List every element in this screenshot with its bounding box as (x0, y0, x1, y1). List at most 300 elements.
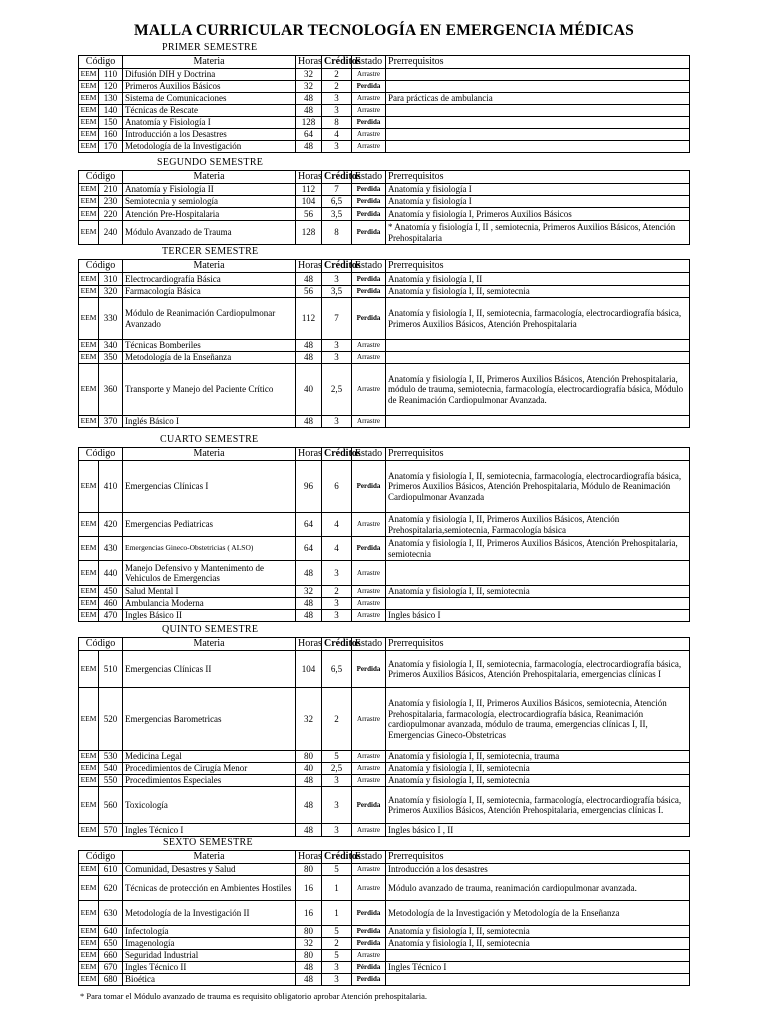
course-code: 550 (99, 775, 123, 787)
course-prefix: EEM (79, 586, 99, 598)
course-status: Arrastre (352, 513, 386, 537)
course-code: 240 (99, 221, 123, 245)
course-name: Farmacología Básica (123, 286, 296, 298)
course-code: 460 (99, 598, 123, 610)
course-credits: 3 (322, 141, 352, 153)
course-status: Arrastre (352, 824, 386, 837)
header-estado: Estado (352, 448, 386, 461)
course-prerequisites: Introducción a los desastres (386, 864, 690, 876)
course-prerequisites (386, 598, 690, 610)
course-code: 610 (99, 864, 123, 876)
course-row (79, 763, 690, 775)
course-credits: 7 (322, 184, 352, 196)
course-credits: 6 (322, 461, 352, 513)
course-prefix: EEM (79, 561, 99, 586)
course-row (79, 196, 690, 208)
semester-title: TERCER SEMESTRE (162, 246, 259, 257)
course-credits: 3 (322, 824, 352, 837)
course-credits: 4 (322, 537, 352, 561)
course-row (79, 69, 690, 81)
course-code: 630 (99, 901, 123, 926)
course-code: 660 (99, 950, 123, 962)
course-prerequisites: Anatomía y fisiología I, II, semiotecnia, farmacología, electrocardiografía básica, Primeros Auxilios Básicos, Atención Prehospitalaria, Módulo de Reanimación Cardiopulmonar Avanzada (386, 461, 690, 513)
course-name: Anatomía y Fisiología II (123, 184, 296, 196)
semester-table (78, 637, 690, 837)
course-hours: 40 (296, 364, 322, 416)
course-status: Perdida (352, 196, 386, 208)
course-credits: 6,5 (322, 196, 352, 208)
header-row (79, 260, 690, 273)
course-prefix: EEM (79, 461, 99, 513)
course-code: 680 (99, 974, 123, 986)
course-name: Procedimientos de Cirugía Menor (123, 763, 296, 775)
course-row (79, 651, 690, 688)
course-credits: 2,5 (322, 364, 352, 416)
course-row (79, 586, 690, 598)
course-prerequisites: Ingles Técnico I (386, 962, 690, 974)
course-credits: 3 (322, 93, 352, 105)
course-hours: 64 (296, 537, 322, 561)
course-prefix: EEM (79, 651, 99, 688)
course-prerequisites (386, 81, 690, 93)
course-credits: 3 (322, 787, 352, 824)
course-credits: 3 (322, 416, 352, 428)
course-credits: 5 (322, 751, 352, 763)
course-code: 340 (99, 340, 123, 352)
course-hours: 80 (296, 864, 322, 876)
course-code: 570 (99, 824, 123, 837)
course-credits: 5 (322, 926, 352, 938)
course-code: 220 (99, 208, 123, 221)
course-prerequisites (386, 69, 690, 81)
course-prerequisites: Anatomía y fisiología I, Primeros Auxilios Básicos (386, 208, 690, 221)
course-name: Técnicas de protección en Ambientes Hostiles (123, 876, 296, 901)
course-code: 670 (99, 962, 123, 974)
course-credits: 3 (322, 273, 352, 286)
course-code: 650 (99, 938, 123, 950)
course-hours: 56 (296, 208, 322, 221)
course-code: 450 (99, 586, 123, 598)
course-credits: 3 (322, 775, 352, 787)
course-prefix: EEM (79, 69, 99, 81)
course-credits: 3 (322, 561, 352, 586)
header-prerrequisitos: Prerrequisitos (386, 171, 690, 184)
course-status: Perdida (352, 651, 386, 688)
course-status: Arrastre (352, 950, 386, 962)
header-row (79, 448, 690, 461)
course-prefix: EEM (79, 221, 99, 245)
course-name: Emergencias Gineco-Obstetricias ( ALSO) (123, 537, 296, 561)
course-prerequisites: Anatomía y fisiología I, II, semiotecnia, farmacología, electrocardiografía básica, Primeros Auxilios Básicos, Atención Prehospitalaria, emergencias clínicas I (386, 651, 690, 688)
semester-table (78, 55, 690, 153)
course-hours: 32 (296, 586, 322, 598)
course-name: Metodología de la Enseñanza (123, 352, 296, 364)
course-code: 620 (99, 876, 123, 901)
header-codigo: Código (79, 638, 123, 651)
course-status: Arrastre (352, 141, 386, 153)
course-prefix: EEM (79, 775, 99, 787)
course-hours: 56 (296, 286, 322, 298)
header-horas: Horas (296, 56, 322, 69)
course-hours: 40 (296, 763, 322, 775)
course-hours: 32 (296, 938, 322, 950)
course-status: Arrastre (352, 561, 386, 586)
course-hours: 96 (296, 461, 322, 513)
course-row (79, 105, 690, 117)
course-code: 470 (99, 610, 123, 622)
course-name: Semiotecnia y semiología (123, 196, 296, 208)
course-code: 520 (99, 688, 123, 751)
course-code: 420 (99, 513, 123, 537)
course-name: Inglés Básico I (123, 416, 296, 428)
header-prerrequisitos: Prerrequisitos (386, 56, 690, 69)
header-materia: Materia (123, 448, 296, 461)
course-hours: 48 (296, 787, 322, 824)
course-hours: 80 (296, 926, 322, 938)
course-prerequisites (386, 117, 690, 129)
course-prerequisites (386, 561, 690, 586)
course-hours: 112 (296, 184, 322, 196)
header-horas: Horas (296, 448, 322, 461)
course-prefix: EEM (79, 598, 99, 610)
course-prerequisites: Anatomía y fisiología I (386, 184, 690, 196)
course-prefix: EEM (79, 105, 99, 117)
course-row (79, 864, 690, 876)
course-prerequisites: Metodología de la Investigación y Metodología de la Enseñanza (386, 901, 690, 926)
course-code: 150 (99, 117, 123, 129)
course-prefix: EEM (79, 901, 99, 926)
course-prefix: EEM (79, 864, 99, 876)
course-hours: 80 (296, 950, 322, 962)
course-prerequisites: Anatomía y fisiología I, II, semiotecnia, farmacología, electrocardiografía básica, Primeros Auxilios Básicos, Atención Prehospitalaria (386, 298, 690, 340)
course-row (79, 962, 690, 974)
course-hours: 64 (296, 129, 322, 141)
course-status: Arrastre (352, 93, 386, 105)
course-prerequisites: Ingles básico I , II (386, 824, 690, 837)
course-credits: 8 (322, 221, 352, 245)
course-prefix: EEM (79, 763, 99, 775)
course-hours: 48 (296, 416, 322, 428)
header-creditos: Créditos (322, 448, 352, 461)
course-prerequisites: Anatomía y fisiología I, II, semiotecnia (386, 763, 690, 775)
course-row (79, 561, 690, 586)
course-code: 110 (99, 69, 123, 81)
course-prerequisites (386, 141, 690, 153)
course-name: Introducción a los Desastres (123, 129, 296, 141)
course-code: 440 (99, 561, 123, 586)
header-materia: Materia (123, 56, 296, 69)
course-row (79, 751, 690, 763)
course-credits: 3 (322, 598, 352, 610)
header-creditos: Créditos (322, 851, 352, 864)
course-code: 210 (99, 184, 123, 196)
course-status: Perdida (352, 298, 386, 340)
course-prefix: EEM (79, 751, 99, 763)
course-status: Arrastre (352, 751, 386, 763)
header-materia: Materia (123, 851, 296, 864)
course-prefix: EEM (79, 537, 99, 561)
course-status: Arrastre (352, 352, 386, 364)
course-prefix: EEM (79, 926, 99, 938)
header-horas: Horas (296, 851, 322, 864)
course-status: Perdida (352, 117, 386, 129)
course-prerequisites: * Anatomía y fisiología I, II , semiotecnia, Primeros Auxilios Básicos, Atención Prehospitalaria (386, 221, 690, 245)
course-name: Salud Mental I (123, 586, 296, 598)
semester-table (78, 447, 690, 622)
header-row (79, 56, 690, 69)
course-prerequisites: Anatomía y fisiología I, II, Primeros Auxilios Básicos, Atención Prehospitalaria, semiotecnia (386, 537, 690, 561)
course-status: Arrastre (352, 340, 386, 352)
course-code: 530 (99, 751, 123, 763)
course-code: 230 (99, 196, 123, 208)
course-status: Arrastre (352, 416, 386, 428)
course-credits: 2 (322, 81, 352, 93)
course-row (79, 221, 690, 245)
course-hours: 64 (296, 513, 322, 537)
course-name: Procedimientos Especiales (123, 775, 296, 787)
course-prefix: EEM (79, 184, 99, 196)
course-status: Perdida (352, 184, 386, 196)
course-status: Perdida (352, 926, 386, 938)
course-prerequisites: Para prácticas de ambulancia (386, 93, 690, 105)
course-prefix: EEM (79, 688, 99, 751)
course-name: Difusión DIH y Doctrina (123, 69, 296, 81)
course-prefix: EEM (79, 117, 99, 129)
course-hours: 104 (296, 196, 322, 208)
course-hours: 48 (296, 610, 322, 622)
course-credits: 6,5 (322, 651, 352, 688)
course-credits: 2 (322, 69, 352, 81)
header-prerrequisitos: Prerrequisitos (386, 638, 690, 651)
course-prerequisites: Anatomía y fisiología I, II, semiotecnia (386, 775, 690, 787)
course-code: 140 (99, 105, 123, 117)
course-name: Manejo Defensivo y Mantenimento de Vehiculos de Emergencias (123, 561, 296, 586)
header-materia: Materia (123, 171, 296, 184)
course-hours: 48 (296, 598, 322, 610)
header-row (79, 171, 690, 184)
course-name: Emergencias Clínicas II (123, 651, 296, 688)
course-name: Primeros Auxilios Básicos (123, 81, 296, 93)
course-code: 510 (99, 651, 123, 688)
course-row (79, 352, 690, 364)
course-status: Arrastre (352, 610, 386, 622)
header-creditos: Créditos (322, 171, 352, 184)
course-row (79, 340, 690, 352)
course-prerequisites: Anatomía y fisiología I, II, semiotecnia (386, 286, 690, 298)
course-row (79, 298, 690, 340)
course-code: 350 (99, 352, 123, 364)
course-hours: 128 (296, 117, 322, 129)
course-status: Arrastre (352, 129, 386, 141)
course-row (79, 129, 690, 141)
header-row (79, 851, 690, 864)
semester-title: QUINTO SEMESTRE (162, 624, 259, 635)
course-hours: 48 (296, 340, 322, 352)
header-horas: Horas (296, 171, 322, 184)
course-row (79, 461, 690, 513)
course-prefix: EEM (79, 196, 99, 208)
course-credits: 1 (322, 876, 352, 901)
course-code: 130 (99, 93, 123, 105)
course-row (79, 286, 690, 298)
semester-title: SEXTO SEMESTRE (163, 837, 253, 848)
course-status: Arrastre (352, 876, 386, 901)
course-prefix: EEM (79, 129, 99, 141)
course-prefix: EEM (79, 141, 99, 153)
course-row (79, 775, 690, 787)
course-row (79, 141, 690, 153)
course-status: Perdida (352, 81, 386, 93)
course-credits: 8 (322, 117, 352, 129)
course-name: Metodología de la Investigación II (123, 901, 296, 926)
course-credits: 4 (322, 513, 352, 537)
course-hours: 48 (296, 824, 322, 837)
course-status: Pérdida (352, 962, 386, 974)
course-prefix: EEM (79, 876, 99, 901)
course-name: Electrocardiografía Básica (123, 273, 296, 286)
course-hours: 48 (296, 352, 322, 364)
course-credits: 5 (322, 864, 352, 876)
header-codigo: Código (79, 448, 123, 461)
course-credits: 3 (322, 340, 352, 352)
course-credits: 2 (322, 586, 352, 598)
course-status: Arrastre (352, 586, 386, 598)
course-prefix: EEM (79, 352, 99, 364)
course-status: Perdida (352, 221, 386, 245)
course-hours: 48 (296, 974, 322, 986)
course-name: Sistema de Comunicaciones (123, 93, 296, 105)
course-code: 330 (99, 298, 123, 340)
course-prefix: EEM (79, 824, 99, 837)
course-credits: 2 (322, 938, 352, 950)
course-status: Perdida (352, 273, 386, 286)
course-credits: 7 (322, 298, 352, 340)
course-row (79, 787, 690, 824)
course-hours: 48 (296, 273, 322, 286)
course-credits: 2,5 (322, 763, 352, 775)
header-estado: Estado (352, 56, 386, 69)
header-codigo: Código (79, 260, 123, 273)
course-prerequisites: Anatomía y fisiología I, II, semiotecnia, farmacología, electrocardiografía básica, Primeros Auxilios Básicos, Atención Prehospitalaria, emergencias clínicas I. (386, 787, 690, 824)
course-name: Comunidad, Desastres y Salud (123, 864, 296, 876)
course-name: Atención Pre-Hospitalaria (123, 208, 296, 221)
course-row (79, 824, 690, 837)
header-materia: Materia (123, 638, 296, 651)
course-credits: 5 (322, 950, 352, 962)
course-prerequisites (386, 105, 690, 117)
course-name: Ingles Básico II (123, 610, 296, 622)
course-prerequisites: Anatomía y fisiología I, II, semiotecnia (386, 586, 690, 598)
course-prerequisites: Anatomía y fisiología I, II, Primeros Auxilios Básicos, Atención Prehospitalaria, módulo de trauma, semiotecnia, farmacología, electrocardiografía básica, Módulo de Reanimación Cardiopulmonar Avanzada. (386, 364, 690, 416)
header-prerrequisitos: Prerrequisitos (386, 851, 690, 864)
course-hours: 80 (296, 751, 322, 763)
course-prefix: EEM (79, 962, 99, 974)
course-prerequisites (386, 950, 690, 962)
course-name: Anatomía y Fisiología I (123, 117, 296, 129)
semester-table (78, 850, 690, 986)
course-status: Perdida (352, 787, 386, 824)
course-name: Transporte y Manejo del Paciente Crítico (123, 364, 296, 416)
course-code: 170 (99, 141, 123, 153)
semester-table (78, 259, 690, 428)
course-status: Arrastre (352, 105, 386, 117)
course-status: Arrastre (352, 775, 386, 787)
course-prefix: EEM (79, 938, 99, 950)
course-credits: 3 (322, 974, 352, 986)
course-row (79, 184, 690, 196)
header-horas: Horas (296, 260, 322, 273)
course-name: Módulo Avanzado de Trauma (123, 221, 296, 245)
course-status: Arrastre (352, 598, 386, 610)
course-hours: 112 (296, 298, 322, 340)
header-estado: Estado (352, 851, 386, 864)
course-row (79, 208, 690, 221)
course-row (79, 926, 690, 938)
course-prerequisites: Ingles básico I (386, 610, 690, 622)
course-status: Arrastre (352, 364, 386, 416)
course-prerequisites (386, 129, 690, 141)
course-name: Ingles Técnico I (123, 824, 296, 837)
course-prerequisites: Anatomía y fisiología I (386, 196, 690, 208)
course-credits: 3 (322, 610, 352, 622)
course-status: Arrastre (352, 688, 386, 751)
course-name: Emergencias Barometricas (123, 688, 296, 751)
course-row (79, 81, 690, 93)
course-prefix: EEM (79, 416, 99, 428)
course-prerequisites: Anatomía y fisiología I, II, semiotecnia (386, 938, 690, 950)
header-row (79, 638, 690, 651)
course-prefix: EEM (79, 364, 99, 416)
course-hours: 16 (296, 876, 322, 901)
header-creditos: Créditos (322, 638, 352, 651)
course-prefix: EEM (79, 208, 99, 221)
course-row (79, 598, 690, 610)
course-row (79, 513, 690, 537)
semester-title: PRIMER SEMESTRE (162, 42, 258, 53)
course-prefix: EEM (79, 610, 99, 622)
course-row (79, 950, 690, 962)
course-row (79, 901, 690, 926)
course-row (79, 93, 690, 105)
course-status: Perdida (352, 537, 386, 561)
course-hours: 32 (296, 81, 322, 93)
course-status: Arrastre (352, 763, 386, 775)
course-credits: 3,5 (322, 286, 352, 298)
course-row (79, 364, 690, 416)
course-hours: 48 (296, 561, 322, 586)
page-title: MALLA CURRICULAR TECNOLOGÍA EN EMERGENCIA MÉDICAS (134, 22, 634, 39)
semester-table (78, 170, 690, 245)
course-credits: 1 (322, 901, 352, 926)
course-name: Ambulancia Moderna (123, 598, 296, 610)
course-row (79, 688, 690, 751)
course-prerequisites (386, 974, 690, 986)
course-credits: 2 (322, 688, 352, 751)
course-prefix: EEM (79, 286, 99, 298)
course-row (79, 974, 690, 986)
course-prefix: EEM (79, 93, 99, 105)
course-prefix: EEM (79, 298, 99, 340)
course-prerequisites (386, 352, 690, 364)
course-name: Bioética (123, 974, 296, 986)
course-name: Medicina Legal (123, 751, 296, 763)
course-hours: 48 (296, 775, 322, 787)
course-code: 560 (99, 787, 123, 824)
course-row (79, 537, 690, 561)
course-prerequisites: Anatomía y fisiología I, II, semiotecnia (386, 926, 690, 938)
course-name: Emergencias Pediatricas (123, 513, 296, 537)
semester-title: CUARTO SEMESTRE (160, 434, 259, 445)
